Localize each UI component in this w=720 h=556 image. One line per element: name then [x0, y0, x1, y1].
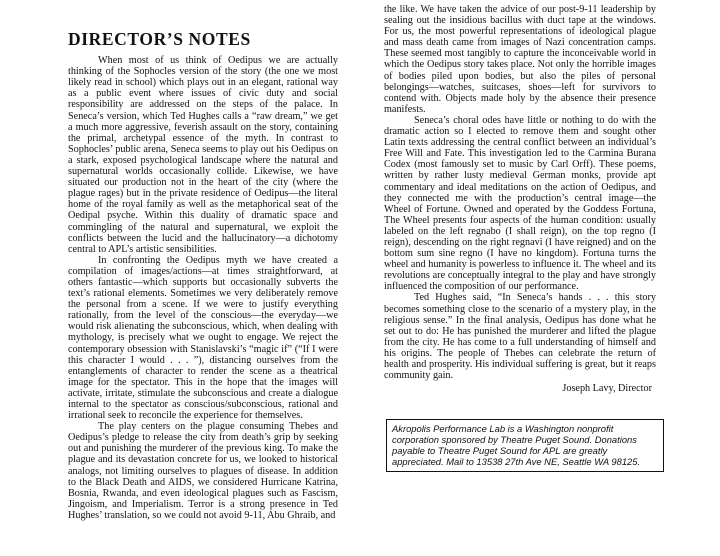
- paragraph-5: Seneca’s choral odes have little or nothing to do with the dramatic action so I elected to remove them and sought other Latin texts addressing the central conflict between an individual’s Free Will and Fate. This investigation led to the Carmina Burana Codex (most famously set to music by Carl Orff). These poems, written by rather lusty medieval German monks, provide apt commentary and ideal meditations on the action of Oedipus, and they connected me with the production’s central image—the Wheel of Fortune. Owned and operated by the Goddess Fortuna, The Wheel presents four aspects of the human condition: usually labeled on the left regnabo (I shall reign), on the top regno (I reign), descending on the right regnavi (I have reigned) and on the bottom sum sine regno (I have no kingdom). Fortuna turns the wheel and humanity is powerless to influence it. The wheel and its revolutions are conceptually integral to the play and have strongly influenced the composition of our performance.: [384, 114, 656, 293]
- left-column: [68, 0, 338, 521]
- paragraph-6: Ted Hughes said, “In Seneca’s hands . . . this story becomes something close to the scenario of a mystery play, in the religious sense.” In the final analysis, Oedipus has done what he set out to do: He has punished the murderer and lifted the plague from the city. He has come to a full understanding of himself and his origins. The people of Thebes can celebrate the return of health and prosperity. His individual suffering is great, but it reaps community gain.: [384, 292, 656, 382]
- page-title: DIRECTOR’S NOTES: [68, 29, 251, 49]
- paragraph-2: In confronting the Oedipus myth we have created a compilation of images/actions—at times straightforward, at others fantastic—which supports but occasionally subverts the text’s rational elements. Sometimes we very deliberately remove the personal from a scene. If we were to justify everything rationally, from the level of the conscious—the everyday—we would risk alienating the subconscious, which, when dealing with mythology, is precisely what we ought to engage. We reject the contemporary obsession with Stanislavski’s “magic if” (“If I were this character I would . . . ”), distancing ourselves from the entanglements of character to render the scene as a theatrical image for the spectator. This in the hope that the images will activate, irritate, stimulate the subconscious and create a dialogue internal to the spectator as conscious/subconscious, rational and irrational seek to reconcile the experience for themselves.: [68, 254, 338, 422]
- paragraph-4: the like. We have taken the advice of our post-9-11 leadership by sealing out the insidious bacillus with duct tape at the windows. For us, the most powerful representations of ideological plague and mass death came from images of Nazi concentration camps. These seemed most tangibly to capture the inconceivable world in which the Oedipus story takes place. Not only the horrible images of bodies piled upon bodies, but also the piles of personal belongings—watches, suitcases, shoes—left for survivors to contend with. Objects made holy by the absence their presence manifests.: [384, 4, 656, 115]
- right-column: [384, 4, 656, 394]
- director-signature: Joseph Lavy, Director: [562, 383, 652, 395]
- paragraph-3: The play centers on the plague consuming Thebes and Oedipus’s pledge to release the city from death’s grip by seeking out and punishing the murderer of the previous king. To make the plague and its devastation concrete for us, we looked to historical analogs, not limiting ourselves to plagues of disease. In addition to the Black Death and AIDS, we considered Hurricane Katrina, Bosnia, Rwanda, and even ideological plagues such as Fascism, Jingoism, and Imperialism. Terror is a strong presence in Ted Hughes’ translation, so we could not avoid 9-11, Abu Ghraib, and: [68, 421, 338, 521]
- paragraph-1: When most of us think of Oedipus we are actually thinking of the Sophocles version of the story (the one we most likely read in school) which plays out in an elegant, rational way as a public event where issues of civic duty and social responsibility are addressed on the steps of the palace. In Seneca’s version, which Ted Hughes calls a “raw dream,” we get a much more aggressive, feverish assault on the story, containing the primal, archetypal essence of the myth. In contrast to Sophocles’ public arena, Seneca seems to play out his Oedipus on a stark, exposed psychological landscape where the natural and supernatural worlds occasionally collide. Likewise, we have situated our production not in the heart of the city (where the plague rages) but in the private residence of Oedipus—the literal home of the royal family as well as the metaphorical seat of the Oedipal psyche. Within this duality of dramatic space and commingling of the natural and supernatural, we exploit the conflicts between the lucid and the hallucinatory—a dichotomy central to APL’s artistic sensibilities.: [68, 55, 338, 255]
- sponsor-notice-box: Akropolis Performance Lab is a Washington nonprofit corporation sponsored by Theatre Puget Sound. Donations payable to Theatre Puget Sound for APL are greatly appreciated. Mail to 13538 27th Ave NE, Seattle WA 98125.: [386, 419, 664, 472]
